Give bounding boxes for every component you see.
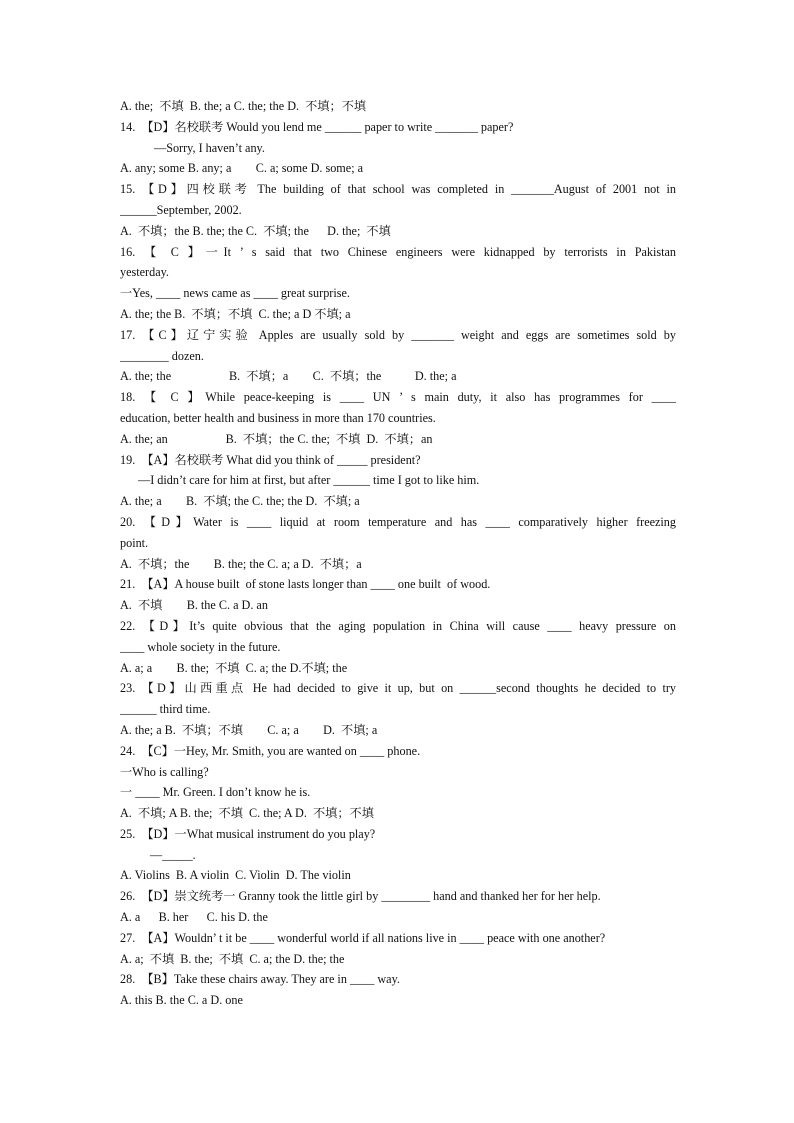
answer-options-20: A. 不填；the B. the; the C. a; a D. 不填；a xyxy=(120,556,362,571)
answer-options-27: A. a; 不填 B. the; 不填 C. a; the D. the; the xyxy=(120,951,345,966)
document-page xyxy=(120,96,676,1011)
question-22-cont: ____ whole society in the future. xyxy=(120,639,281,654)
question-24-line2: 一Who is calling? xyxy=(120,764,209,779)
question-17: 17. 【C】辽宁实验 Apples are usually sold by _______ weight and eggs are sometimes sold by xyxy=(120,327,676,342)
question-16: 16. 【 C 】一It ’ s said that two Chinese engineers were kidnapped by terrorists in Pakistan xyxy=(120,244,676,259)
question-14-reply: —Sorry, I haven’t any. xyxy=(154,140,265,155)
answer-options-25: A. Violins B. A violin C. Violin D. The violin xyxy=(120,868,351,883)
question-16-reply: 一Yes, ____ news came as ____ great surprise. xyxy=(120,286,350,301)
question-18: 18. 【 C 】While peace-keeping is ____ UN ’ s main duty, it also has programmes for ____ xyxy=(120,390,676,405)
answer-options-23: A. the; a B. 不填；不填 C. a; a D. 不填; a xyxy=(120,722,378,737)
question-19: 19. 【A】名校联考 What did you think of _____ president? xyxy=(120,452,421,467)
question-22: 22. 【D】It’s quite obvious that the aging population in China will cause ____ heavy pressure on xyxy=(120,618,676,633)
question-17-cont: ________ dozen. xyxy=(120,348,204,363)
answer-options-13: A. the; 不填 B. the; a C. the; the D. 不填；不填 xyxy=(120,99,367,113)
answer-options-26: A. a B. her C. his D. the xyxy=(120,910,268,925)
question-20: 20. 【D】Water is ____ liquid at room temperature and has ____ comparatively higher freezing xyxy=(120,514,676,529)
answer-options-16: A. the; the B. 不填；不填 C. the; a D 不填; a xyxy=(120,306,351,321)
question-23-cont: ______ third time. xyxy=(120,702,211,717)
question-28: 28. 【B】Take these chairs away. They are in ____ way. xyxy=(120,972,400,987)
question-16-cont: yesterday. xyxy=(120,265,169,280)
question-14: 14. 【D】名校联考 Would you lend me ______ paper to write _______ paper? xyxy=(120,119,514,134)
answer-options-14: A. any; some B. any; a C. a; some D. some; a xyxy=(120,161,364,176)
answer-options-28: A. this B. the C. a D. one xyxy=(120,993,243,1008)
answer-options-22: A. a; a B. the; 不填 C. a; the D.不填; the xyxy=(120,660,348,675)
answer-options-17: A. the; the B. 不填；a C. 不填；the D. the; a xyxy=(120,369,457,384)
question-19-reply: —I didn’t care for him at first, but after ______ time I got to like him. xyxy=(138,473,480,488)
question-15-cont: ______September, 2002. xyxy=(120,202,242,217)
question-24-line3: 一 ____ Mr. Green. I don’t know he is. xyxy=(120,785,311,800)
question-25-reply: —_____. xyxy=(150,847,196,862)
answer-options-18: A. the; an B. 不填；the C. the; 不填 D. 不填；an xyxy=(120,431,433,446)
answer-options-19: A. the; a B. 不填; the C. the; the D. 不填; a xyxy=(120,494,360,509)
question-18-cont: education, better health and business in more than 170 countries. xyxy=(120,410,436,425)
question-27: 27. 【A】Wouldn’ t it be ____ wonderful world if all nations live in ____ peace with one another? xyxy=(120,930,606,945)
question-26: 26. 【D】崇文统考一 Granny took the little girl by ________ hand and thanked her for her help. xyxy=(120,889,601,904)
answer-options-21: A. 不填 B. the C. a D. an xyxy=(120,598,268,613)
question-23: 23. 【D】山西重点 He had decided to give it up, but on ______second thoughts he decided to try xyxy=(120,681,676,696)
answer-options-15: A. 不填；the B. the; the C. 不填; the D. the; 不填 xyxy=(120,223,391,238)
question-24: 24. 【C】一Hey, Mr. Smith, you are wanted on ____ phone. xyxy=(120,743,421,758)
question-21: 21. 【A】A house built of stone lasts longer than ____ one built of wood. xyxy=(120,577,491,592)
question-20-cont: point. xyxy=(120,535,149,550)
question-25: 25. 【D】一What musical instrument do you play? xyxy=(120,826,376,841)
answer-options-24: A. 不填; A B. the; 不填 C. the; A D. 不填；不填 xyxy=(120,806,374,821)
question-15: 15. 【D】四校联考 The building of that school was completed in _______August of 2001 not in xyxy=(120,182,676,197)
